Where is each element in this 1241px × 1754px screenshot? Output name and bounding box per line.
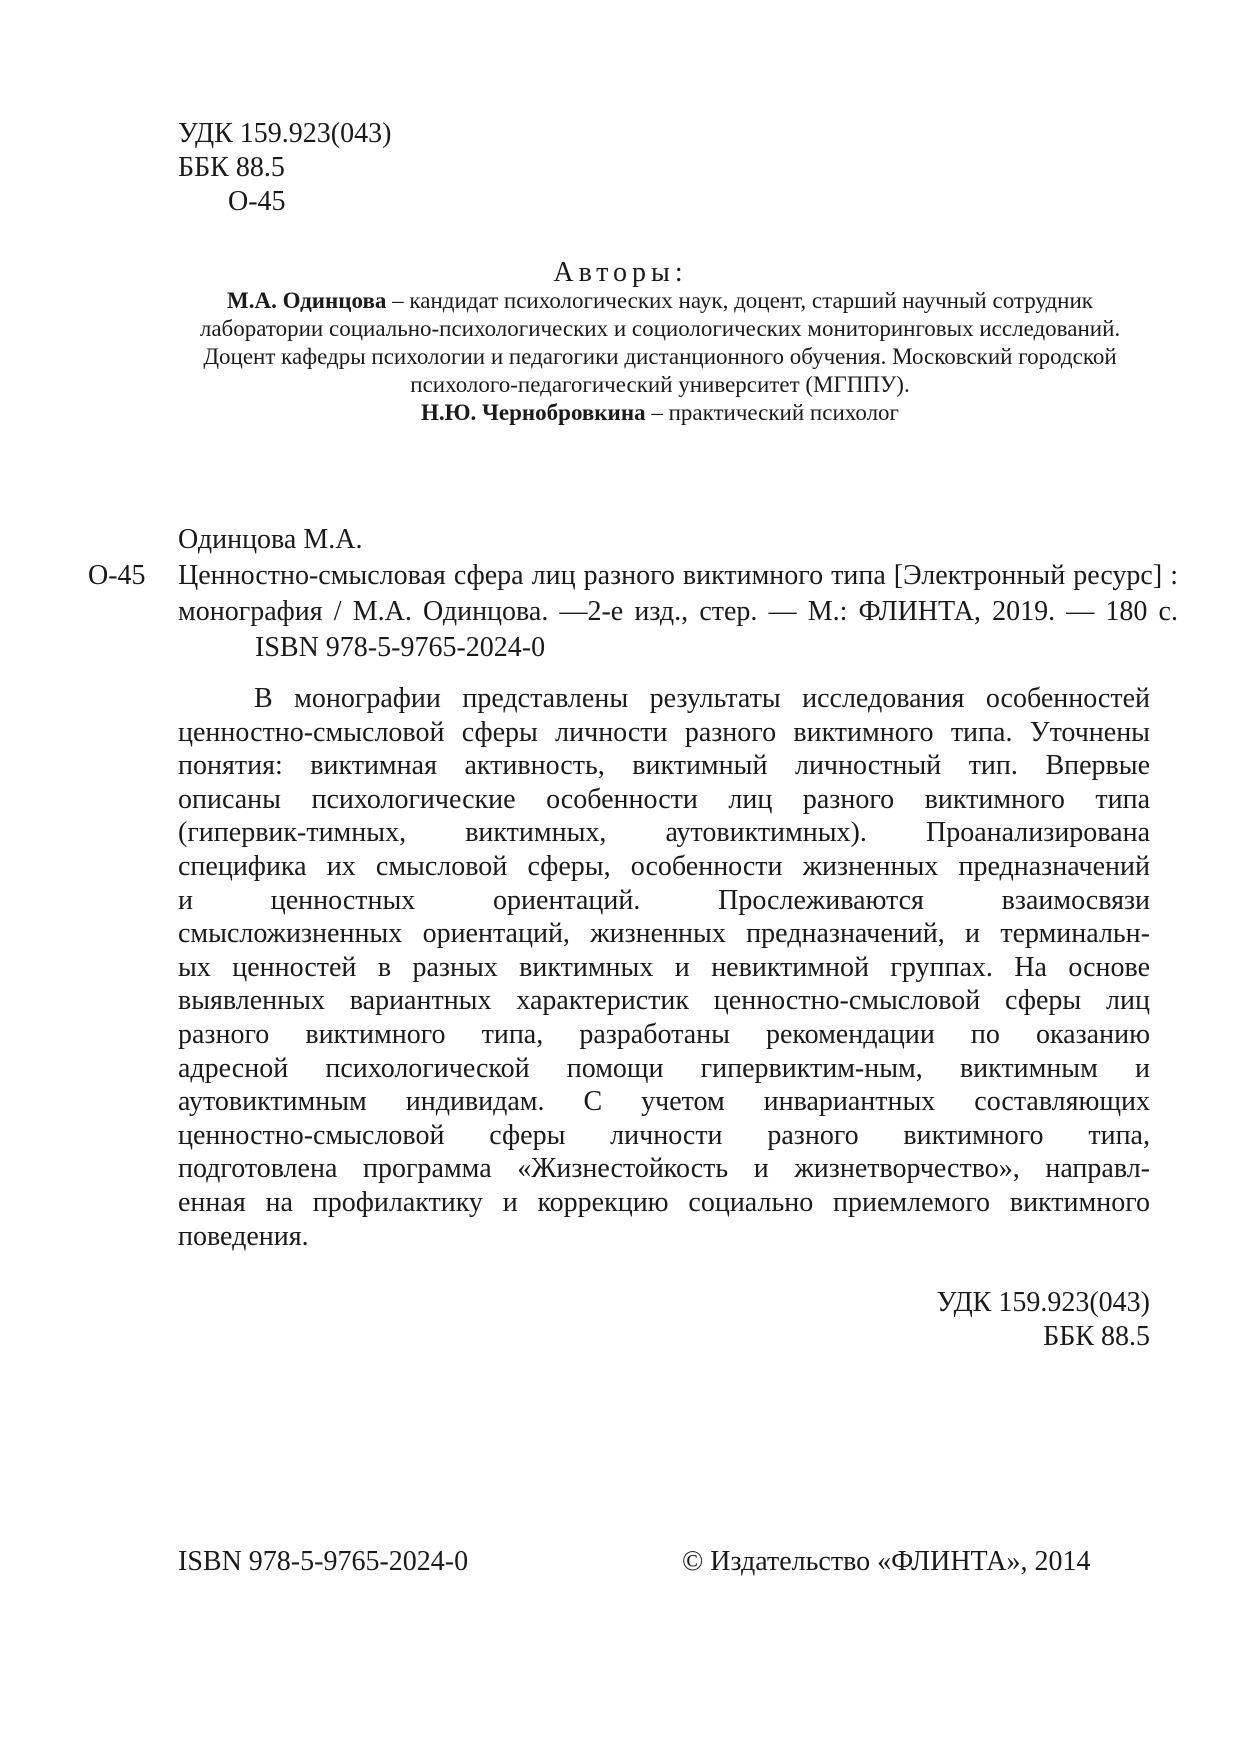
footer-copyright: © Издательство «ФЛИНТА», 2014 bbox=[682, 1546, 1091, 1577]
authors-block bbox=[170, 287, 1150, 427]
bottom-classification bbox=[880, 1286, 1150, 1354]
abstract bbox=[178, 682, 1150, 1253]
abstract-line: описаны психологические особенности лиц разного виктимного типа bbox=[178, 783, 1150, 815]
catalog-imprint-line: монография / М.А. Одинцова. —2-е изд., стер. — М.: ФЛИНТА, 2019. — 180 с. bbox=[178, 596, 1178, 627]
catalog-title-line: Ценностно-смысловая сфера лиц разного виктимного типа [Электронный ресурс] : bbox=[178, 560, 1178, 591]
abstract-line: смысложизненных ориентаций, жизненных предназначений, и терминальн- bbox=[178, 918, 1150, 950]
authors-heading: Авторы: bbox=[553, 257, 688, 288]
classification-block bbox=[178, 117, 391, 219]
catalog-isbn: ISBN 978-5-9765-2024-0 bbox=[255, 632, 546, 663]
abstract-line: В монографии представлены результаты исследования особенностей bbox=[254, 683, 1150, 714]
abstract-line: понятия: виктимная активность, виктимный личностный тип. Впервые bbox=[178, 750, 1150, 782]
abstract-line: специфика их смысловой сферы, особенности жизненных предназначений bbox=[178, 850, 1150, 882]
abstract-line: (гипервик-тимных, виктимных, аутовиктимных). Проанализирована bbox=[178, 817, 1150, 849]
author-mark: О-45 bbox=[228, 186, 286, 217]
author2-name: Н.Ю. Чернобровкина bbox=[421, 400, 646, 425]
udk-code: УДК 159.923(043) bbox=[178, 118, 392, 149]
author1-description: – кандидат психологических наук, доцент, старший научный сотрудник лаборатории социально-психологических и социологических мониторинговых исследований. Доцент кафедры психологии и педагогики дистанционного обучения. Московский городской психолого-педагогический университет (МГППУ). bbox=[199, 288, 1121, 397]
abstract-line: поведения. bbox=[178, 1220, 309, 1252]
catalog-author: Одинцова М.А. bbox=[178, 524, 363, 555]
abstract-line: ых ценностей в разных виктимных и невиктимной группах. На основе bbox=[178, 951, 1150, 983]
abstract-line: ценностно-смысловой сферы личности разного виктимного типа, bbox=[178, 1119, 1150, 1151]
author2-description: – практический психолог bbox=[645, 400, 899, 425]
abstract-line: ценностно-смысловой сферы личности разного виктимного типа. Уточнены bbox=[178, 716, 1150, 748]
abstract-line: подготовлена программа «Жизнестойкость и жизнетворчество», направл- bbox=[178, 1153, 1150, 1185]
abstract-line: адресной психологической помощи гипервиктим-ным, виктимным и bbox=[178, 1052, 1150, 1084]
abstract-line: разного виктимного типа, разработаны рекомендации по оказанию bbox=[178, 1018, 1150, 1050]
abstract-line: енная на профилактику и коррекцию социально приемлемого виктимного bbox=[178, 1186, 1150, 1218]
bbk-code: ББК 88.5 bbox=[178, 152, 285, 183]
catalog-code: О-45 bbox=[88, 560, 146, 591]
bottom-udk-code: УДК 159.923(043) bbox=[936, 1287, 1150, 1318]
footer-isbn: ISBN 978-5-9765-2024-0 bbox=[178, 1546, 469, 1577]
abstract-line: аутовиктимным индивидам. С учетом инвариантных составляющих bbox=[178, 1086, 1150, 1118]
bottom-bbk-code: ББК 88.5 bbox=[1043, 1321, 1150, 1352]
author1-name: М.А. Одинцова bbox=[227, 288, 387, 313]
abstract-line: и ценностных ориентаций. Прослеживаются взаимосвязи bbox=[178, 884, 1150, 916]
abstract-line: выявленных вариантных характеристик ценностно-смысловой сферы лиц bbox=[178, 985, 1150, 1017]
